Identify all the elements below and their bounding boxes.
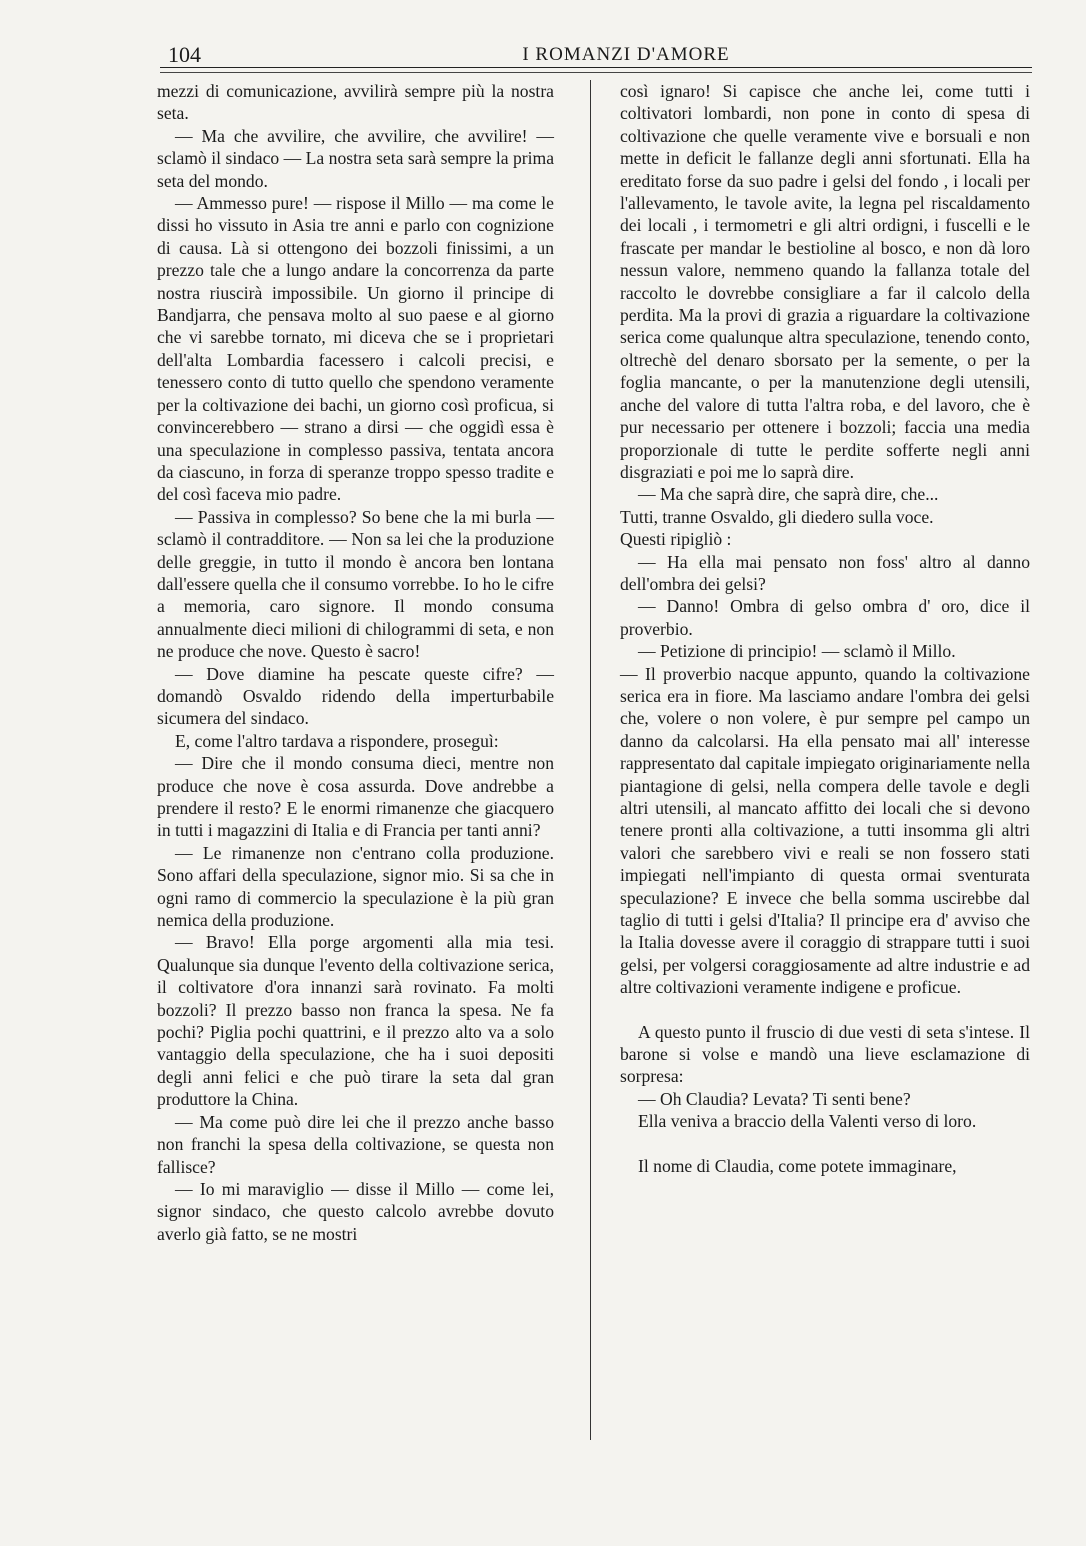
paragraph: — Il proverbio nacque appunto, quando la coltivazione serica era in fiore. Ma lasciamo andare l'ombra dei gelsi che, volere o non volere, è pur sempre pel campo un danno da calcolarsi. Ha ella pensato mai all' interesse rappresentato dal capitale impiegato originariamente nella piantagione di gelsi, nella compera delle tavole e degli altri utensili, al mancato affitto dei locali che si devono tenere pronti alla coltivazione, a tutti insomma gli altri valori che sarebbero vivi e reali se non fossero stati impiegati nell'impianto di questa ormai sventurata speculazione? E invece che bella somma uscirebbe dal taglio di tutti i gelsi d'Italia? Il principe era d' avviso che la Italia dovesse avere il coraggio di strappare tutti i suoi gelsi, per volgersi coraggiosamente ad altre industrie e ad altre coltivazioni veramente indigene e proficue.: [620, 663, 1030, 998]
paragraph: — Oh Claudia? Levata? Ti senti bene?: [638, 1088, 911, 1109]
paragraph: — Ammesso pure! — rispose il Millo — ma come le dissi ho vissuto in Asia tre anni e parlo con cognizione di causa. Là si ottengono dei bozzoli finissimi, a un prezzo tale che a lungo andare la concorrenza da parte nostra riuscirà impossibile. Un giorno il principe di Bandjarra, che pensava molto al suo paese e al giorno che vi sarebbe tornato, mi diceva che se i proprietari dell'alta Lombardia facessero i calcoli precisi, e tenessero conto di tutto quello che spendono veramente per la coltivazione dei bachi, un giorno così proficua, si convincerebbero — strano a dirsi — che oggidì essa è una speculazione in complesso passiva, tentata ancora da ciascuno, in forza di speranze troppo spesso tradite e del così faceva mio padre.: [157, 193, 554, 505]
paragraph: — Ha ella mai pensato non foss' altro al danno dell'ombra dei gelsi?: [620, 551, 1030, 594]
paragraph: Ella veniva a braccio della Valenti verso di loro.: [638, 1111, 977, 1132]
paragraph: — Ma che avvilire, che avvilire, che avvilire! — sclamò il sindaco — La nostra seta sarà sempre la prima seta del mondo.: [157, 125, 554, 191]
paragraph: mezzi di comunicazione, avvilirà sempre più la nostra seta.: [157, 81, 554, 124]
paragraph: — Dire che il mondo consuma dieci, mentre non produce che nove è cosa assurda. Dove andrebbe a prendere il resto? E le enormi rimanenze che giacquero in tutti i magazzini di Italia e di Francia per tanti anni?: [157, 753, 554, 841]
running-title: I ROMANZI D'AMORE: [522, 44, 730, 65]
header-rule-top: [160, 67, 1032, 68]
paragraph: Il nome di Claudia, come potete immaginare,: [638, 1155, 957, 1176]
page-header: [160, 40, 1032, 70]
paragraph: così ignaro! Si capisce che anche lei, come tutti i coltivatori lombardi, non pone in conto di spesa di coltivazione che quelle veramente vive e borsuali e non mette in deficit le fallanze degli anni sfortunati. Ella ha ereditato forse da suo padre i gelsi del fondo , i locali per l'allevamento, le tavole avite, la legna pel riscaldamento dei locali , i termometri e gli altri ordigni, i fuscelli e le frascate per mandar le bestioline al bosco, e non dà loro nessun valore, nemmeno quando la fallanza totale del raccolto le dovrebbe consigliare a far il calcolo della perdita. Ma la provi di grazia a riguardare la coltivazione serica come qualunque altra speculazione, tenendo conto, oltrechè del denaro sborsato per la semente, o per la foglia mancante, o per la manutenzione degli utensili, anche del valore di tutta l'altra roba, e del lavoro, che è pur necessario per ottenere i bozzoli; faccia una media proporzionale di tutte le perdite sofferte negli anni disgraziati e poi me lo saprà dire.: [620, 81, 1030, 482]
paragraph: — Io mi maraviglio — disse il Millo — come lei, signor sindaco, che questo calcolo avrebbe dovuto averlo già fatto, se ne mostri: [157, 1178, 554, 1244]
paragraph: — Dove diamine ha pescate queste cifre? — domandò Osvaldo ridendo della imperturbabile sicumera del sindaco.: [157, 663, 554, 729]
paragraph: — Petizione di principio! — sclamò il Millo.: [638, 641, 956, 662]
paragraph: — Danno! Ombra di gelso ombra d' oro, dice il proverbio.: [620, 596, 1030, 639]
right-column: [620, 80, 1030, 1177]
left-column: [157, 80, 554, 1245]
page-number: 104: [168, 42, 201, 67]
paragraph: E, come l'altro tardava a rispondere, proseguì:: [175, 730, 499, 751]
header-rule-bottom: [160, 72, 1032, 73]
paragraph: A questo punto il fruscio di due vesti di seta s'intese. Il barone si volse e mandò una lieve esclamazione di sorpresa:: [620, 1021, 1030, 1087]
paragraph: Questi ripigliò :: [620, 529, 732, 550]
paragraph: — Passiva in complesso? So bene che la mi burla — sclamò il contradditore. — Non sa lei che la produzione delle greggie, in tutto il mondo è ancora ben lontana dall'essere quella che il consumo vorrebbe. Io ho le cifre a memoria, caro signore. Il mondo consuma annualmente dieci milioni di chilogrammi di seta, e non ne produce che nove. Questo è sacro!: [157, 506, 554, 662]
paragraph: — Ma come può dire lei che il prezzo anche basso non franchi la spesa della coltivazione, se questa non fallisce?: [157, 1111, 554, 1177]
paragraph: — Ma che saprà dire, che saprà dire, che...: [638, 484, 939, 505]
paragraph: — Bravo! Ella porge argomenti alla mia tesi. Qualunque sia dunque l'evento della coltivazione serica, il coltivatore d'ora innanzi sarà rovinato. Fa molti bozzoli? Il prezzo basso non franca la spesa. Ne fa pochi? Piglia pochi quattrini, e il prezzo alto va a solo vantaggio della speculazione, che ha i suoi depositi degli anni felici e che può tirare la seta dal gran produttore la China.: [157, 932, 554, 1110]
paragraph: Tutti, tranne Osvaldo, gli diedero sulla voce.: [620, 506, 934, 527]
paragraph: — Le rimanenze non c'entrano colla produzione. Sono affari della speculazione, signor mio. Si sa che in ogni ramo di commercio la speculazione è la più gran nemica della produzione.: [157, 842, 554, 931]
column-divider: [590, 80, 591, 1440]
